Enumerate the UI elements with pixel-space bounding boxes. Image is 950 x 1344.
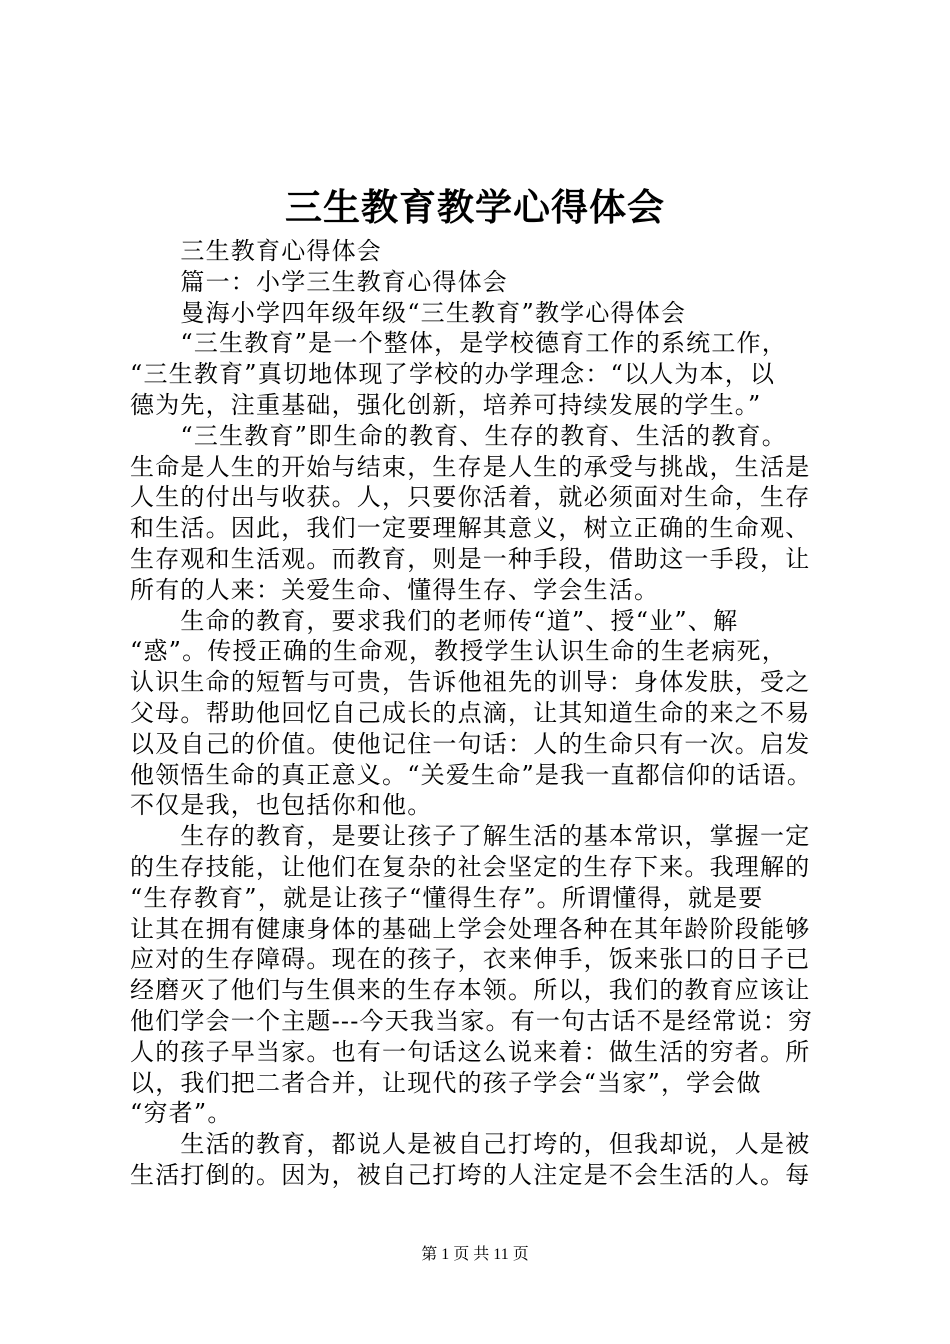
text-line: 人的孩子早当家。也有一句话这么说来着：做生活的穷者。所 xyxy=(130,1037,811,1066)
text-line: “生存教育”，就是让孩子“懂得生存”。所谓懂得，就是要 xyxy=(130,883,764,912)
text-line: 三生教育心得体会 xyxy=(130,237,382,265)
text-line: “惑”。传授正确的生命观，教授学生认识生命的生老病死， xyxy=(130,637,787,666)
text-line: 让其在拥有健康身体的基础上学会处理各种在其年龄阶段能够 xyxy=(130,914,811,943)
document-title: 三生教育教学心得体会 xyxy=(285,185,665,229)
text-line: 所有的人来：关爱生命、懂得生存、学会生活。 xyxy=(130,575,660,604)
text-line: 生活的教育，都说人是被自己打垮的，但我却说，人是被 xyxy=(130,1130,811,1159)
text-line: 他们学会一个主题---今天我当家。有一句古话不是经常说：穷 xyxy=(130,1006,814,1035)
text-line: 曼海小学四年级年级“三生教育”教学心得体会 xyxy=(130,298,687,327)
text-line: 的生存技能，让他们在复杂的社会坚定的生存下来。我理解的 xyxy=(130,852,811,881)
text-line: 生存的教育，是要让孩子了解生活的基本常识，掌握一定 xyxy=(130,822,811,851)
text-line: 以，我们把二者合并，让现代的孩子学会“当家”，学会做 xyxy=(130,1068,762,1097)
document-body xyxy=(130,236,830,1191)
text-line: “三生教育”真切地体现了学校的办学理念：“以人为本，以 xyxy=(130,360,776,389)
text-line: 生存观和生活观。而教育，则是一种手段，借助这一手段，让 xyxy=(130,544,811,573)
text-line: 不仅是我，也包括你和他。 xyxy=(130,791,433,820)
text-line: “三生教育”即生命的教育、生存的教育、生活的教育。 xyxy=(130,421,787,450)
text-line: “三生教育”是一个整体，是学校德育工作的系统工作， xyxy=(130,329,787,358)
page-number-footer: 第 1 页 共 11 页 xyxy=(421,1246,529,1263)
text-line: 和生活。因此，我们一定要理解其意义，树立正确的生命观、 xyxy=(130,514,811,543)
text-line: 德为先，注重基础，强化创新，培养可持续发展的学生。” xyxy=(130,390,762,419)
text-line: 他领悟生命的真正意义。“关爱生命”是我一直都信仰的话语。 xyxy=(130,760,813,789)
text-line: 认识生命的短暂与可贵，告诉他祖先的训导：身体发肤，受之 xyxy=(130,668,811,697)
text-line: 父母。帮助他回忆自己成长的点滴，让其知道生命的来之不易 xyxy=(130,698,811,727)
text-line: 人生的付出与收获。人，只要你活着，就必须面对生命，生存 xyxy=(130,483,811,512)
text-line: 生命的教育，要求我们的老师传“道”、授“业”、解 xyxy=(130,606,739,635)
text-line: 应对的生存障碍。现在的孩子，衣来伸手，饭来张口的日子已 xyxy=(130,945,811,974)
text-line: 生命是人生的开始与结束，生存是人生的承受与挑战，生活是 xyxy=(130,452,811,481)
text-line: 生活打倒的。因为，被自己打垮的人注定是不会生活的人。每 xyxy=(130,1160,811,1189)
text-line: “穷者”。 xyxy=(130,1099,233,1128)
text-line: 以及自己的价值。使他记住一句话：人的生命只有一次。启发 xyxy=(130,729,811,758)
text-line: 经磨灭了他们与生俱来的生存本领。所以，我们的教育应该让 xyxy=(130,976,811,1005)
text-line: 篇一：小学三生教育心得体会 xyxy=(130,267,508,296)
